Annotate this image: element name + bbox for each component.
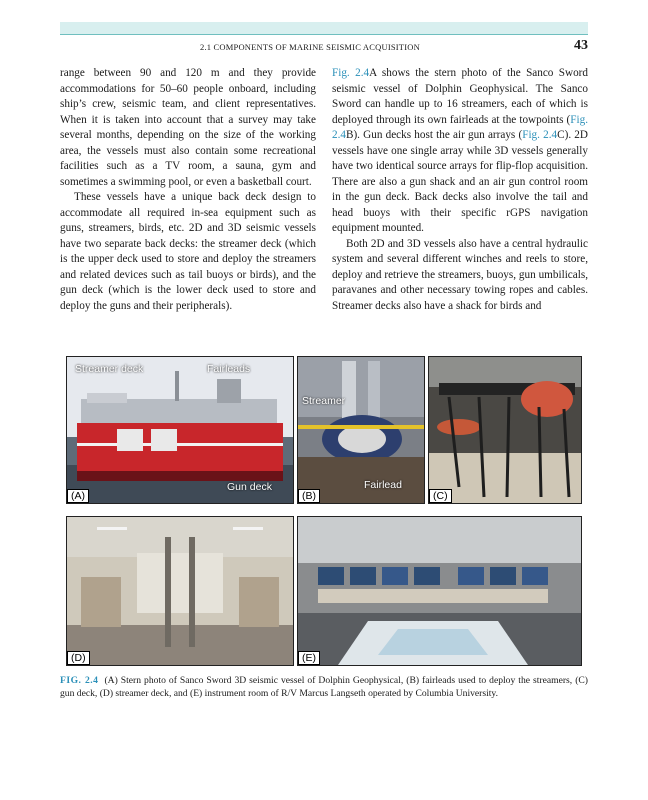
- figure-caption: [60, 674, 588, 700]
- figure-id: FIG. 2.4: [60, 675, 99, 686]
- photo-panel-c: [428, 356, 582, 504]
- panel-tag-e: (E): [298, 651, 320, 665]
- label-streamer-deck: Streamer deck: [75, 363, 144, 375]
- running-head: 2.1 COMPONENTS OF MARINE SEISMIC ACQUISITION: [200, 42, 420, 52]
- label-streamer: Streamer: [302, 395, 346, 407]
- photo-panel-a: [66, 356, 294, 504]
- figure-ref-link[interactable]: Fig. 2.4: [332, 67, 370, 79]
- photo-panel-d: [66, 516, 294, 666]
- label-fairlead: Fairlead: [364, 479, 402, 491]
- photo-panel-b: [297, 356, 425, 504]
- instrument-room-image: [298, 517, 581, 665]
- fairleads-image: [298, 357, 424, 503]
- header-band: [60, 22, 588, 34]
- panel-tag-b: (B): [298, 489, 320, 503]
- paragraph: Both 2D and 3D vessels also have a central hydraulic system and several different winches and reels to store, deploy and retrieve the streamers, buoys, gun umbilicals, paravanes and other necessary towing ropes and cables. Streamer decks also have a shack for birds and: [332, 237, 588, 312]
- figure-ref-link[interactable]: Fig. 2.4: [332, 113, 588, 141]
- panel-tag-a: (A): [67, 489, 89, 503]
- figure-ref-link[interactable]: Fig. 2.4: [522, 129, 558, 141]
- paragraph: range between 90 and 120 m and they provide accommodations for 50–60 people onboard, including ship’s crew, seismic team, and client representatives. When it is taken into account that a survey may take several months, depending on the size of the working area, the vessels must also contain some recreational facilities such as a TV room, a sauna, gym and sometimes a swimming pool, or even a basketball court.: [60, 67, 316, 188]
- panel-tag-d: (D): [67, 651, 90, 665]
- label-fairleads: Fairleads: [207, 363, 251, 375]
- photo-panel-e: [297, 516, 582, 666]
- page-number: 43: [574, 38, 588, 53]
- right-column: [332, 66, 588, 314]
- paragraph: These vessels have a unique back deck design to accommodate all required in-sea equipment such as guns, streamers, birds, etc. 2D and 3D seismic vessels have two separate back decks: the streamer deck (which is the upper deck used to store and deploy the streamers and related devices such as tail buoys or birds), and the gun deck (which is the lower deck used to store and deploy the guns and their peripherals).: [60, 191, 316, 312]
- left-column: [60, 66, 316, 314]
- gun-deck-image: [429, 357, 581, 503]
- caption-text: (A) Stern photo of Sanco Sword 3D seismic vessel of Dolphin Geophysical, (B) fairleads used to deploy the streamers, (C) gun deck, (D) streamer deck, and (E) instrument room of R/V Marcus Langseth operated by Columbia University.: [60, 675, 588, 699]
- streamer-deck-image: [67, 517, 293, 665]
- panel-tag-c: (C): [429, 489, 452, 503]
- label-gun-deck: Gun deck: [227, 481, 272, 493]
- paragraph: Fig. 2.4A shows the stern photo of the Sanco Sword seismic vessel of Dolphin Geophysical. The Sanco Sword can handle up to 16 streamers, each of which is deployed through its own fairleads at the towpoints (Fig. 2.4B). Gun decks host the air gun arrays (Fig. 2.4C). 2D vessels have one single array while 3D vessels generally have two identical source arrays for flip-flop acquisition. There are also a gun shack and an air gun control room in the gun deck. Back decks also involve the tail and head buoys with their specific rGPS navigation equipment mounted.: [332, 67, 588, 234]
- header-rule: [60, 34, 588, 35]
